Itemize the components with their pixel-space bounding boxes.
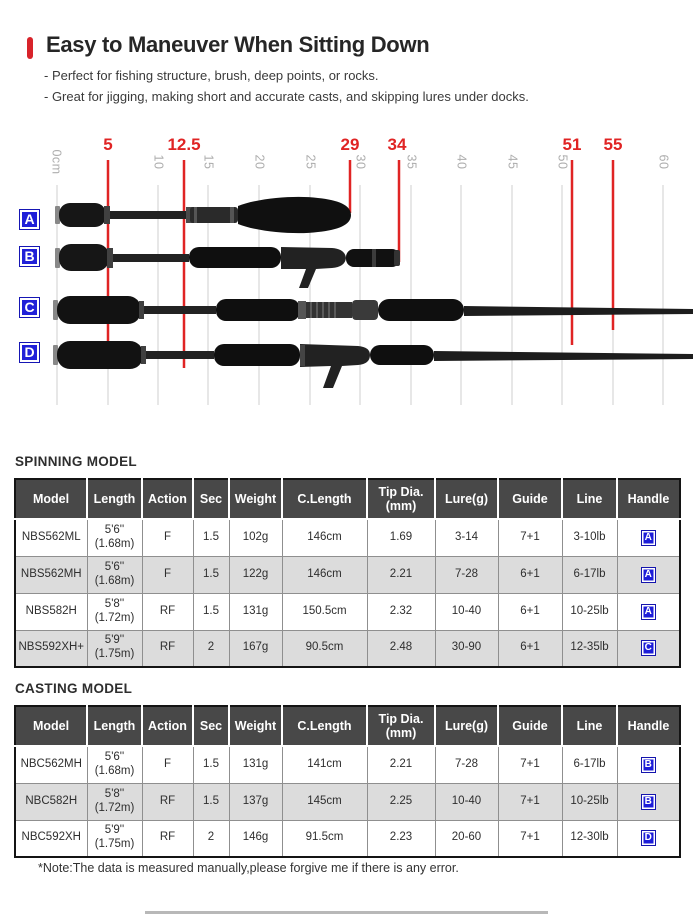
handle-badge: D	[641, 830, 656, 846]
ruler-tick-label	[492, 153, 532, 197]
cell-guide: 6+1	[498, 630, 562, 667]
length-feet: 5'8''	[104, 597, 125, 610]
cell-lure: 30-90	[435, 630, 498, 667]
rod-label-badge-a: A	[19, 209, 40, 230]
cell-model: NBS582H	[15, 593, 87, 630]
length-meters: (1.68m)	[94, 764, 135, 777]
cell-tipdia: 1.69	[367, 519, 435, 556]
table-row	[15, 630, 680, 667]
cell-sec: 1.5	[193, 593, 229, 630]
ruler-tick-text: 30	[353, 154, 367, 170]
cell-lure: 7-28	[435, 746, 498, 783]
cell-line: 3-10lb	[562, 519, 617, 556]
cell-weight: 137g	[229, 783, 282, 820]
col-header-clength	[282, 479, 367, 519]
cell-length	[87, 630, 142, 667]
cell-line: 6-17lb	[562, 746, 617, 783]
handle-badge: A	[641, 567, 656, 583]
cell-action: F	[142, 746, 193, 783]
length-meters: (1.72m)	[94, 801, 135, 814]
col-header-model	[15, 479, 87, 519]
cell-guide: 6+1	[498, 593, 562, 630]
cell-lure: 7-28	[435, 556, 498, 593]
col-header-text: Model	[32, 718, 70, 733]
table-row	[15, 746, 680, 783]
cell-sec: 1.5	[193, 519, 229, 556]
col-header-text: Sec	[199, 718, 223, 733]
length-feet: 5'6''	[104, 750, 125, 763]
col-header-text: Weight	[234, 491, 277, 506]
cell-action: F	[142, 519, 193, 556]
ruler-tick-label	[441, 153, 481, 197]
rod-label-badge-c: C	[19, 297, 40, 318]
col-header-weight	[229, 706, 282, 746]
manual-measure-note: *Note:The data is measured manually,please forgive me if there is any error.	[38, 861, 459, 875]
cell-clength: 90.5cm	[282, 630, 367, 667]
length-meters: (1.72m)	[94, 611, 135, 624]
col-header-text: C.Length	[297, 491, 352, 506]
cell-weight: 122g	[229, 556, 282, 593]
ruler-tick-text: 50	[555, 154, 569, 170]
cell-guide: 7+1	[498, 519, 562, 556]
cell-line: 12-30lb	[562, 820, 617, 857]
spinning-section-title: SPINNING MODEL	[15, 454, 137, 469]
cell-model: NBC562MH	[15, 746, 87, 783]
col-header-guide	[498, 706, 562, 746]
cell-line: 10-25lb	[562, 783, 617, 820]
col-header-text: Guide	[512, 491, 548, 506]
casting-section-title: CASTING MODEL	[15, 681, 133, 696]
ruler-tick-text: 0cm	[50, 149, 64, 175]
ruler-tick-text: 15	[201, 154, 215, 170]
cell-length	[87, 519, 142, 556]
feature-bullet: - Perfect for fishing structure, brush, deep points, or rocks.	[44, 68, 379, 83]
cell-weight: 146g	[229, 820, 282, 857]
cell-line: 6-17lb	[562, 556, 617, 593]
cell-action: RF	[142, 820, 193, 857]
table-row	[15, 820, 680, 857]
length-feet: 5'9''	[104, 634, 125, 647]
col-header-tipdia	[367, 706, 435, 746]
col-header-text: Line	[576, 718, 603, 733]
col-header-text: (mm)	[385, 726, 417, 740]
rod-a-illustration	[55, 197, 351, 233]
cell-tipdia: 2.25	[367, 783, 435, 820]
cell-clength: 146cm	[282, 556, 367, 593]
red-marker-label: 51	[562, 135, 582, 154]
cell-model: NBS562MH	[15, 556, 87, 593]
cell-handle	[617, 746, 680, 783]
handle-badge: A	[641, 530, 656, 546]
bottom-divider	[145, 911, 548, 914]
length-meters: (1.68m)	[94, 537, 135, 550]
cell-action: F	[142, 556, 193, 593]
col-header-text: Length	[93, 491, 136, 506]
cell-handle	[617, 783, 680, 820]
page-title: Easy to Maneuver When Sitting Down	[46, 32, 430, 57]
col-header-handle	[617, 479, 680, 519]
table-row	[15, 519, 680, 556]
rod-c-illustration	[53, 296, 693, 324]
col-header-text: Guide	[512, 718, 548, 733]
col-header-guide	[498, 479, 562, 519]
col-header-text: Tip Dia.	[378, 484, 424, 499]
red-marker-label: 12.5	[167, 135, 201, 154]
handle-badge: B	[641, 757, 656, 773]
rod-d-illustration	[53, 341, 693, 388]
cell-weight: 167g	[229, 630, 282, 667]
cell-tipdia: 2.21	[367, 746, 435, 783]
cell-model: NBS562ML	[15, 519, 87, 556]
cell-handle	[617, 556, 680, 593]
cell-tipdia: 2.48	[367, 630, 435, 667]
col-header-handle	[617, 706, 680, 746]
ruler-tick-label	[643, 153, 683, 197]
cell-handle	[617, 593, 680, 630]
length-feet: 5'6''	[104, 523, 125, 536]
casting-model-table	[14, 705, 681, 858]
col-header-text: C.Length	[297, 718, 352, 733]
cell-clength: 146cm	[282, 519, 367, 556]
cell-clength: 91.5cm	[282, 820, 367, 857]
cell-clength: 141cm	[282, 746, 367, 783]
length-feet: 5'8''	[104, 787, 125, 800]
ruler-tick-label	[37, 149, 77, 197]
col-header-text: Lure(g)	[444, 491, 489, 506]
cell-model: NBS592XH+	[15, 630, 87, 667]
col-header-weight	[229, 479, 282, 519]
col-header-text: Line	[576, 491, 603, 506]
col-header-lure	[435, 479, 498, 519]
length-meters: (1.75m)	[94, 838, 135, 851]
col-header-sec	[193, 479, 229, 519]
length-meters: (1.68m)	[94, 574, 135, 587]
col-header-text: Tip Dia.	[378, 711, 424, 726]
red-marker-label: 29	[340, 135, 360, 154]
cell-lure: 10-40	[435, 593, 498, 630]
cell-sec: 1.5	[193, 746, 229, 783]
cell-guide: 7+1	[498, 820, 562, 857]
cell-handle	[617, 630, 680, 667]
ruler-tick-label	[290, 153, 330, 197]
col-header-text: Handle	[627, 718, 670, 733]
col-header-text: Action	[148, 491, 187, 506]
ruler-tick-label	[542, 153, 582, 197]
col-header-action	[142, 479, 193, 519]
cell-action: RF	[142, 783, 193, 820]
cell-action: RF	[142, 630, 193, 667]
ruler-tick-label	[391, 153, 431, 197]
cell-tipdia: 2.23	[367, 820, 435, 857]
table-row	[15, 556, 680, 593]
col-header-model	[15, 706, 87, 746]
cell-tipdia: 2.32	[367, 593, 435, 630]
cell-model: NBC592XH	[15, 820, 87, 857]
col-header-text: Action	[148, 718, 187, 733]
col-header-tipdia	[367, 479, 435, 519]
cell-model: NBC582H	[15, 783, 87, 820]
handle-badge: C	[641, 640, 656, 656]
ruler-tick-text: 25	[303, 154, 317, 170]
red-marker-label: 55	[603, 135, 623, 154]
red-marker-label: 5	[103, 135, 113, 154]
ruler-tick-text: 60	[656, 154, 670, 170]
cell-length	[87, 746, 142, 783]
col-header-length	[87, 479, 142, 519]
ruler-tick-label	[138, 153, 178, 197]
ruler-tick-text: 40	[454, 154, 468, 170]
cell-guide: 7+1	[498, 746, 562, 783]
col-header-text: Length	[93, 718, 136, 733]
cell-clength: 150.5cm	[282, 593, 367, 630]
length-feet: 5'9''	[104, 824, 125, 837]
cell-sec: 1.5	[193, 783, 229, 820]
col-header-text: Model	[32, 491, 70, 506]
cell-sec: 1.5	[193, 556, 229, 593]
cell-weight: 131g	[229, 593, 282, 630]
cell-action: RF	[142, 593, 193, 630]
feature-bullet: - Great for jigging, making short and accurate casts, and skipping lures under docks.	[44, 89, 529, 104]
cell-length	[87, 783, 142, 820]
cell-length	[87, 593, 142, 630]
length-feet: 5'6''	[104, 560, 125, 573]
cell-sec: 2	[193, 630, 229, 667]
col-header-line	[562, 706, 617, 746]
table-row	[15, 593, 680, 630]
col-header-text: Weight	[234, 718, 277, 733]
handle-badge: B	[641, 794, 656, 810]
ruler-tick-text: 35	[404, 154, 418, 170]
rod-label-badge-b: B	[19, 246, 40, 267]
col-header-text: Handle	[627, 491, 670, 506]
cell-line: 10-25lb	[562, 593, 617, 630]
red-accent-bar	[27, 37, 33, 59]
cell-sec: 2	[193, 820, 229, 857]
col-header-lure	[435, 706, 498, 746]
col-header-clength	[282, 706, 367, 746]
length-meters: (1.75m)	[94, 648, 135, 661]
ruler-tick-text: 20	[252, 154, 266, 170]
cell-length	[87, 556, 142, 593]
col-header-text: Lure(g)	[444, 718, 489, 733]
cell-line: 12-35lb	[562, 630, 617, 667]
cell-guide: 7+1	[498, 783, 562, 820]
col-header-action	[142, 706, 193, 746]
ruler-tick-label	[239, 153, 279, 197]
ruler-tick-text: 45	[505, 154, 519, 170]
cell-handle	[617, 820, 680, 857]
ruler-tick-text: 10	[151, 154, 165, 170]
cell-clength: 145cm	[282, 783, 367, 820]
cell-lure: 3-14	[435, 519, 498, 556]
cell-lure: 20-60	[435, 820, 498, 857]
cell-guide: 6+1	[498, 556, 562, 593]
rod-label-badge-d: D	[19, 342, 40, 363]
col-header-text: (mm)	[385, 499, 417, 513]
cell-lure: 10-40	[435, 783, 498, 820]
table-header-row	[15, 706, 680, 746]
handle-badge: A	[641, 604, 656, 620]
ruler-tick-label	[340, 153, 380, 197]
ruler-tick-label	[188, 153, 228, 197]
cell-length	[87, 820, 142, 857]
cell-tipdia: 2.21	[367, 556, 435, 593]
cell-weight: 131g	[229, 746, 282, 783]
col-header-line	[562, 479, 617, 519]
cell-weight: 102g	[229, 519, 282, 556]
col-header-length	[87, 706, 142, 746]
spinning-model-table	[14, 478, 681, 668]
rod-measurement-diagram	[0, 135, 693, 430]
col-header-text: Sec	[199, 491, 223, 506]
table-row	[15, 783, 680, 820]
cell-handle	[617, 519, 680, 556]
table-header-row	[15, 479, 680, 519]
col-header-sec	[193, 706, 229, 746]
red-marker-label: 34	[387, 135, 407, 154]
